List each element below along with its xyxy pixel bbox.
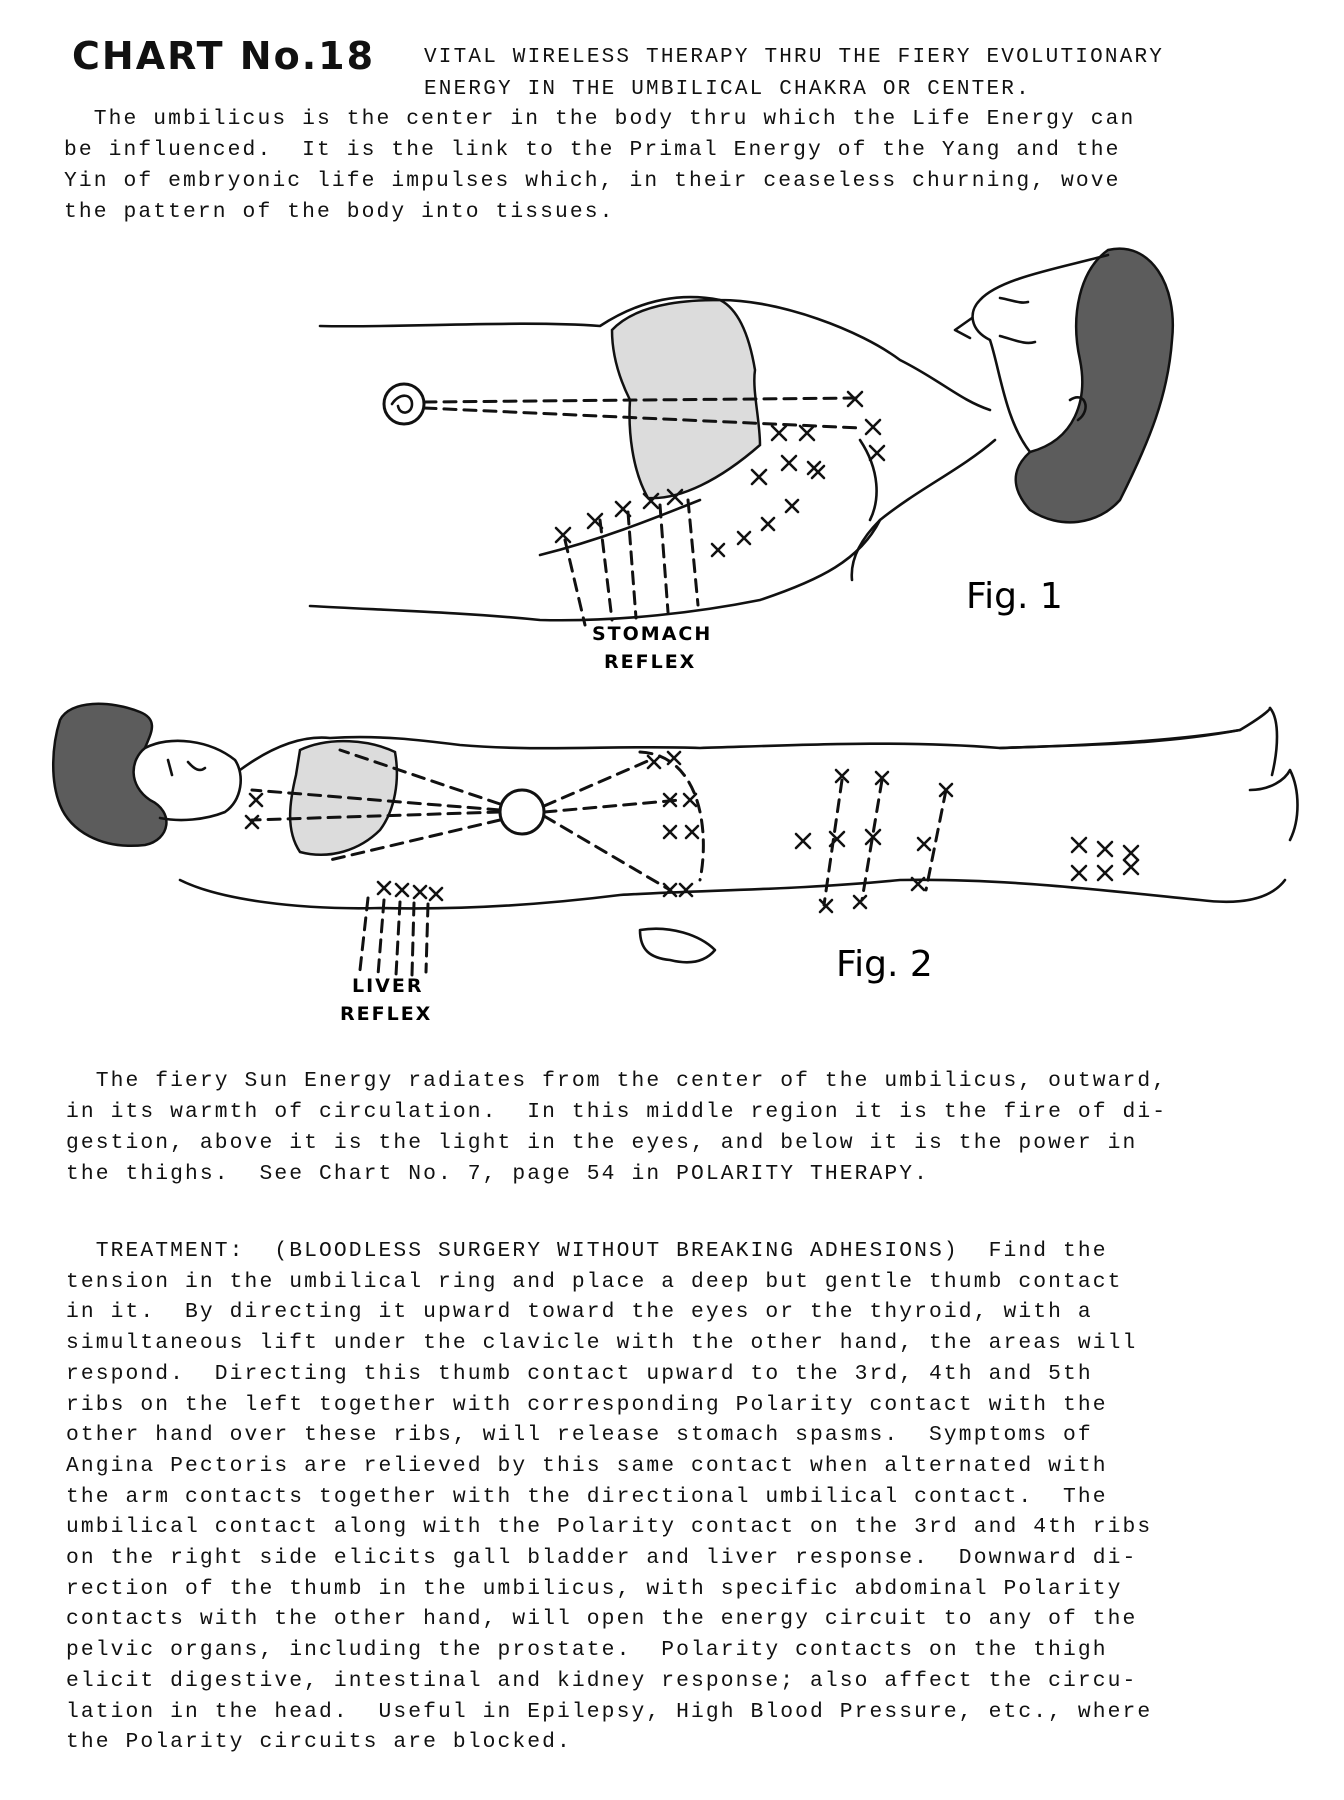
figure-2-illustration <box>53 704 1297 1025</box>
fig1-umbilicus <box>384 384 424 424</box>
sun-energy-paragraph: The fiery Sun Energy radiates from the center of the umbilicus, outward, in its warmth of circulation. In this middle region it is the fire of di- gestion, above it is the light in the eyes, and below it is the power in the thighs. See Chart No. 7, page 54 in POLARITY THERAPY. <box>66 1069 1168 1186</box>
chart-title: CHART No.18 <box>72 34 376 78</box>
stomach-reflex-label-line2: REFLEX <box>604 651 697 673</box>
liver-reflex-label-line1: LIVER <box>352 975 424 997</box>
liver-reflex-label-line2: REFLEX <box>340 1003 433 1025</box>
stomach-reflex-label-line1: STOMACH <box>592 623 713 645</box>
fig2-hair <box>53 704 166 846</box>
subtitle-line-1: VITAL WIRELESS THERAPY THRU THE FIERY EVOLUTIONARY <box>424 46 1165 69</box>
fig2-caption: Fig. 2 <box>836 944 933 985</box>
treatment-paragraph: TREATMENT: (BLOODLESS SURGERY WITHOUT BREAKING ADHESIONS) Find the tension in the umbilical ring and place a deep but gentle thumb contact in it. By directing it upward toward the eyes or the thyroid, with a simultaneous lift under the clavicle with the other hand, the areas will respond. Directing this thumb contact upward to the 3rd, 4th and 5th ribs on the left together with corresponding Polarity contact with the other hand over these ribs, will release stomach spasms. Symptoms of Angina Pectoris are relieved by this same contact when alternated with the arm contacts together with the directional umbilical contact. The umbilical contact along with the Polarity contact on the 3rd and 4th ribs on the right side elicits gall bladder and liver response. Downward di- rection of the thumb in the umbilicus, with specific abdominal Polarity contacts with the other hand, will open the energy circuit to any of the pelvic organs, including the prostate. Polarity contacts on the thigh elicit digestive, intestinal and kidney response; also affect the circu- lation in the head. Useful in Epilepsy, High Blood Pressure, etc., where the Polarity circuits are blocked. <box>66 1239 1153 1755</box>
fig2-umbilicus <box>500 790 544 834</box>
fig2-chest-shading <box>290 741 397 855</box>
fig1-hair <box>1016 249 1173 523</box>
subtitle-line-2: ENERGY IN THE UMBILICAL CHAKRA OR CENTER. <box>424 78 1031 101</box>
intro-paragraph: The umbilicus is the center in the body thru which the Life Energy can be influenced. It is the link to the Primal Energy of the Yang and the Yin of embryonic life impulses which, in their ceaseless churning, wove the pattern of the body into tissues. <box>64 107 1136 224</box>
figure-1-illustration <box>310 249 1173 673</box>
fig1-caption: Fig. 1 <box>966 576 1063 617</box>
